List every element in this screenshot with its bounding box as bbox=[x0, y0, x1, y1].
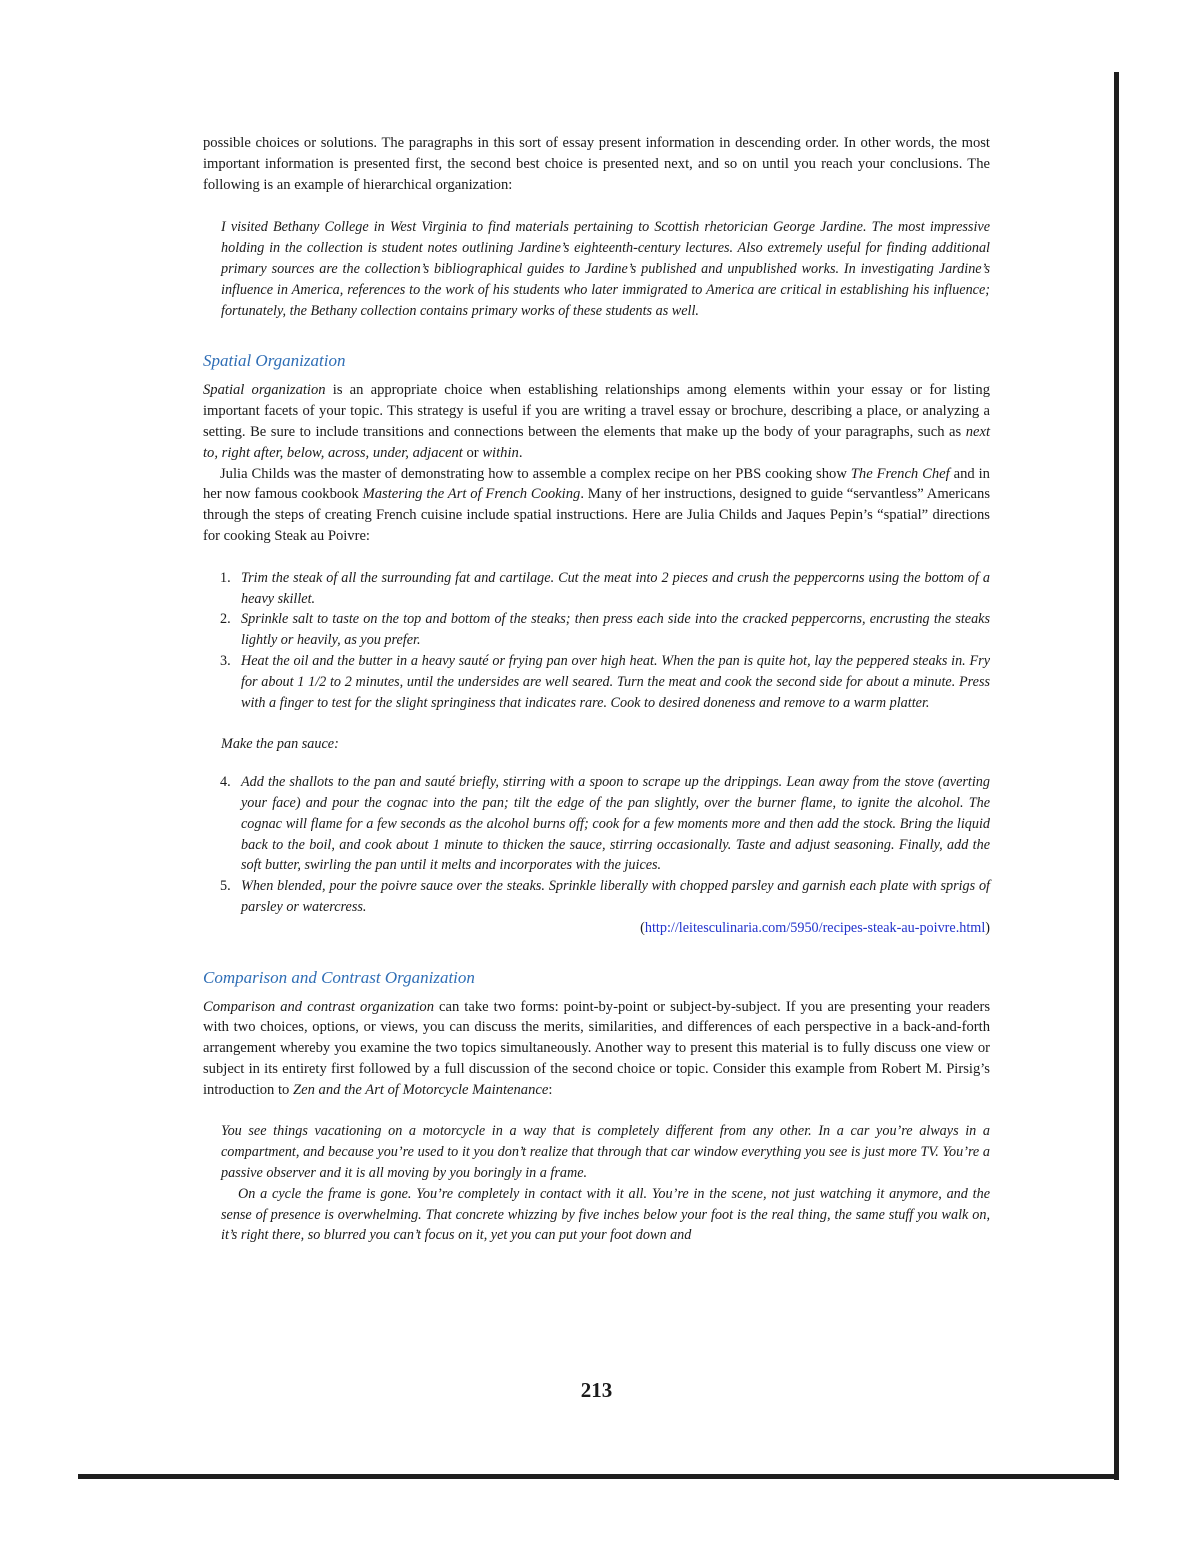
spatial-paragraph-1: Spatial organization is an appropriate choice when establishing relationships among elements within your essay or for listing important facets of your topic. This strategy is useful if you are writing a travel essay or brochure, describing a place, or analyzing a setting. Be sure to include transitions and connections between the elements that make up the body of your paragraphs, such as next to, right after, below, across, under, adjacent or within. bbox=[203, 382, 990, 461]
spatial-organization-heading: Spatial Organization bbox=[203, 351, 346, 371]
intro-paragraph: possible choices or solutions. The paragraphs in this sort of essay present information in descending order. In other words, the most important information is presented first, the second best choice is presented next, and so on until you reach your conclusions. The following is an example of hierarchical organization: bbox=[203, 135, 990, 193]
pirsig-quote bbox=[221, 1121, 990, 1246]
pirsig-quote-paragraph-2: On a cycle the frame is gone. You’re completely in contact with it all. You’re in the scene, not just watching it anymore, and the sense of presence is overwhelming. That concrete whizzing by five inches below your foot is the real thing, the same stuff you walk on, it’s right there, so blurred you can’t focus on it, yet you can put your foot down and bbox=[221, 1185, 990, 1244]
recipe-step: 3. Heat the oil and the butter in a heavy sauté or frying pan over high heat. When the pan is quite hot, lay the peppered steaks in. Fry for about 1 1/2 to 2 minutes, until the undersides are well seared. Turn the meat and cook the second side for about a minute. Press with a finger to test for the slight springiness that indicates rare. Cook to desired doneness and remove to a warm platter. bbox=[220, 652, 990, 711]
page-border-bottom bbox=[78, 1474, 1119, 1479]
book-title: Mastering the Art of French Cooking bbox=[362, 486, 581, 503]
recipe-steps-list-1 bbox=[203, 568, 990, 714]
spatial-paragraph-2: Julia Childs was the master of demonstrating how to assemble a complex recipe on her PBS cooking show The French Chef and in her now famous cookbook Mastering the Art of French Cooking. Many of her instructions, designed to guide “servantless” Americans through the steps of creating French cuisine include spatial instructions. Here are Julia Childs and Jaques Pepin’s “spatial” directions for cooking Steak au Poivre: bbox=[203, 465, 990, 544]
zen-book-title: Zen and the Art of Motorcycle Maintenance bbox=[293, 1081, 549, 1098]
hierarchical-example-quote bbox=[221, 217, 990, 321]
page-number: 213 bbox=[580, 1378, 613, 1402]
recipe-step: 2. Sprinkle salt to taste on the top and bottom of the steaks; then press each side into the cracked peppercorns, encrusting the steaks lightly or heavily, as you prefer. bbox=[220, 611, 990, 649]
pirsig-quote-paragraph-1: You see things vacationing on a motorcycle in a way that is completely different from any other. In a car you’re always in a compartment, and because you’re used to it you don’t realize that through that car window everything you see is just more TV. You’re a passive observer and it is all moving by you boringly in a frame. bbox=[221, 1123, 990, 1182]
recipe-source-citation: (http://leitesculinaria.com/5950/recipes-steak-au-poivre.html) bbox=[640, 919, 990, 936]
show-title: The French Chef bbox=[850, 465, 950, 482]
page-border-right bbox=[1114, 72, 1119, 1480]
recipe-step: 1. Trim the steak of all the surrounding fat and cartilage. Cut the meat into 2 pieces and crush the peppercorns using the bottom of a heavy skillet. bbox=[220, 569, 990, 607]
spatial-term: Spatial organization bbox=[203, 382, 326, 399]
page-content bbox=[203, 133, 990, 1246]
sauce-label: Make the pan sauce: bbox=[221, 736, 339, 753]
comparison-term: Comparison and contrast organization bbox=[203, 998, 435, 1015]
hierarchical-example-text: I visited Bethany College in West Virginia to find materials pertaining to Scottish rhetorician George Jardine. The most impressive holding in the collection is student notes outlining Jardine’s eighteenth-century lectures. Also extremely useful for finding additional primary sources are the collection’s bibliographical guides to Jardine’s published and unpublished works. In investigating Jardine’s influence in America, references to the work of his students who later immigrated to America are critical in establishing his influence; fortunately, the Bethany collection contains primary works of these students as well. bbox=[221, 219, 990, 319]
comparison-contrast-heading: Comparison and Contrast Organization bbox=[203, 967, 475, 987]
comparison-paragraph-1: Comparison and contrast organization can take two forms: point-by-point or subject-by-subject. If you are presenting your readers with two choices, options, or views, you can discuss the merits, similarities, and differences of each perspective in a back-and-forth arrangement whereby you examine the two topics simultaneously. Another way to present this material is to fully discuss one view or subject in its entirety first followed by a full discussion of the second choice or topic. Consider this example from Robert M. Pirsig’s introduction to Zen and the Art of Motorcycle Maintenance: bbox=[203, 998, 990, 1098]
recipe-step: 5. When blended, pour the poivre sauce over the steaks. Sprinkle liberally with chopped parsley and garnish each plate with sprigs of parsley or watercress. bbox=[220, 878, 990, 915]
recipe-step: 4. Add the shallots to the pan and sauté briefly, stirring with a spoon to scrape up the drippings. Lean away from the stove (averting your face) and pour the cognac into the pan; tilt the edge of the pan slightly, over the burner flame, to ignite the alcohol. The cognac will flame for a few seconds as the alcohol burns off; cook for a few moments more and then add the stock. Bring the liquid back to the boil, and cook about 1 minute to thicken the sauce, stirring occasionally. Taste and adjust seasoning. Finally, add the soft butter, swirling the pan until it melts and incorporates with the juices. bbox=[220, 774, 990, 874]
recipe-steps-list-2 bbox=[203, 772, 990, 918]
recipe-source-link[interactable]: http://leitesculinaria.com/5950/recipes-steak-au-poivre.html bbox=[644, 919, 986, 936]
